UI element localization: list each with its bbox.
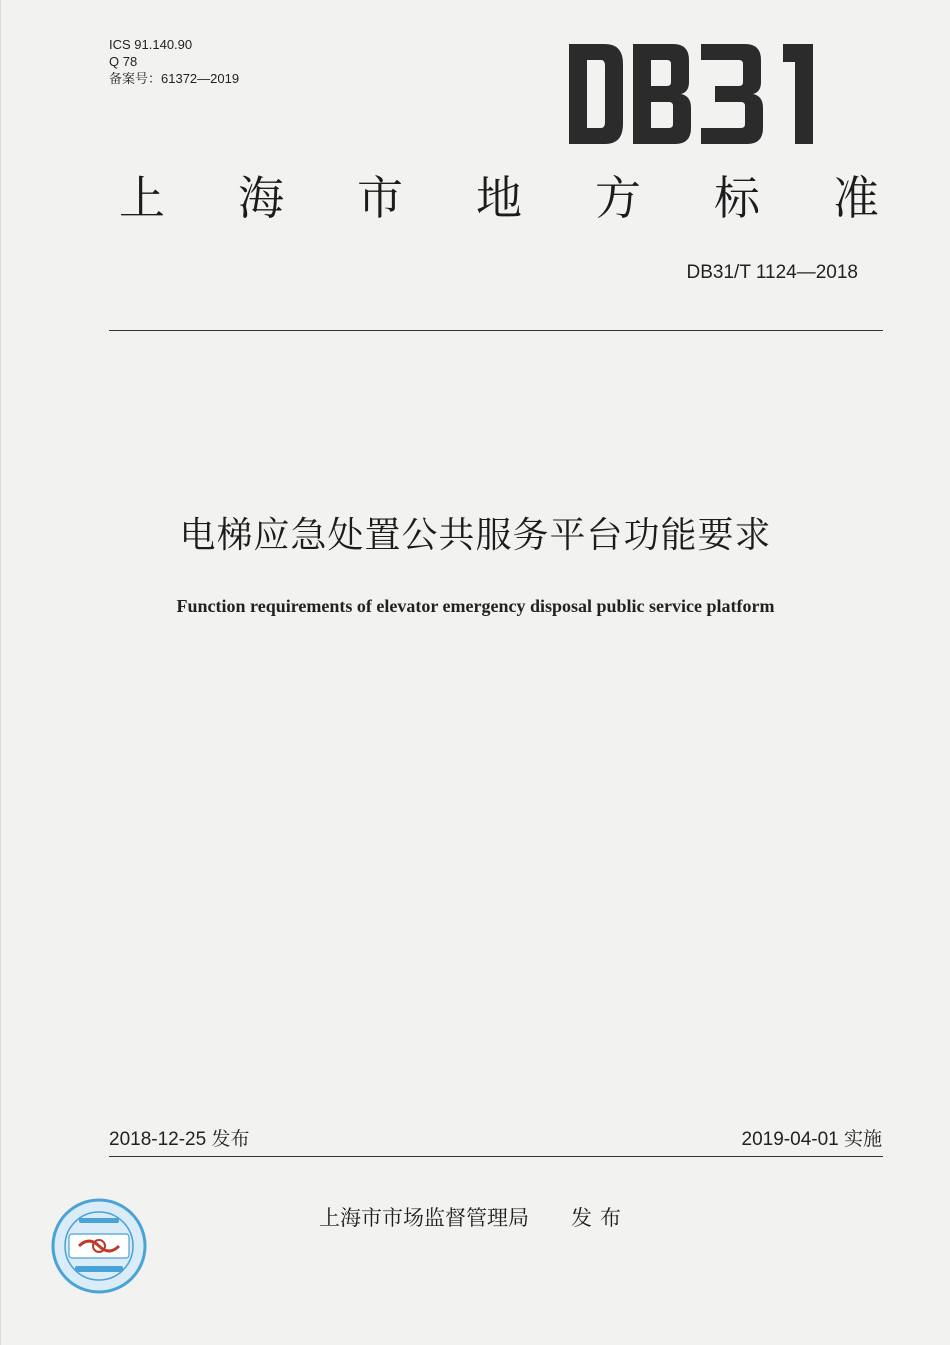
org-title-char: 方 bbox=[595, 171, 641, 225]
ics-code: ICS 91.140.90 bbox=[109, 37, 193, 52]
standard-number: DB31/T 1124—2018 bbox=[686, 262, 858, 283]
org-title-char: 市 bbox=[357, 171, 403, 225]
org-title-char: 上 bbox=[119, 171, 165, 225]
document-title-cn: 电梯应急处置公共服务平台功能要求 bbox=[179, 515, 772, 556]
ccs-code: Q 78 bbox=[109, 54, 138, 69]
org-title-char: 准 bbox=[833, 171, 879, 225]
record-number: 备案号：61372—2019 bbox=[109, 71, 240, 86]
implementation-date: 2019-04-01 实施 bbox=[741, 1129, 882, 1150]
org-title-char: 海 bbox=[238, 171, 284, 225]
document-title-en: Function requirements of elevator emergency disposal public service platform bbox=[176, 596, 775, 616]
certification-stamp-icon bbox=[49, 1196, 149, 1296]
issue-date: 2018-12-25 发布 bbox=[109, 1129, 250, 1150]
db31-logo bbox=[565, 40, 831, 148]
org-title-char: 地 bbox=[476, 171, 522, 225]
publisher-name: 上海市市场监督管理局 bbox=[319, 1206, 529, 1230]
publisher-action: 发布 bbox=[571, 1206, 629, 1230]
issuing-authority-title bbox=[119, 168, 879, 228]
header-divider bbox=[109, 330, 883, 331]
db31-logo-glyphs bbox=[569, 44, 813, 144]
footer-divider bbox=[109, 1156, 883, 1157]
org-title-char: 标 bbox=[714, 171, 760, 225]
classification-block bbox=[109, 36, 239, 87]
publisher-line bbox=[319, 1202, 629, 1232]
